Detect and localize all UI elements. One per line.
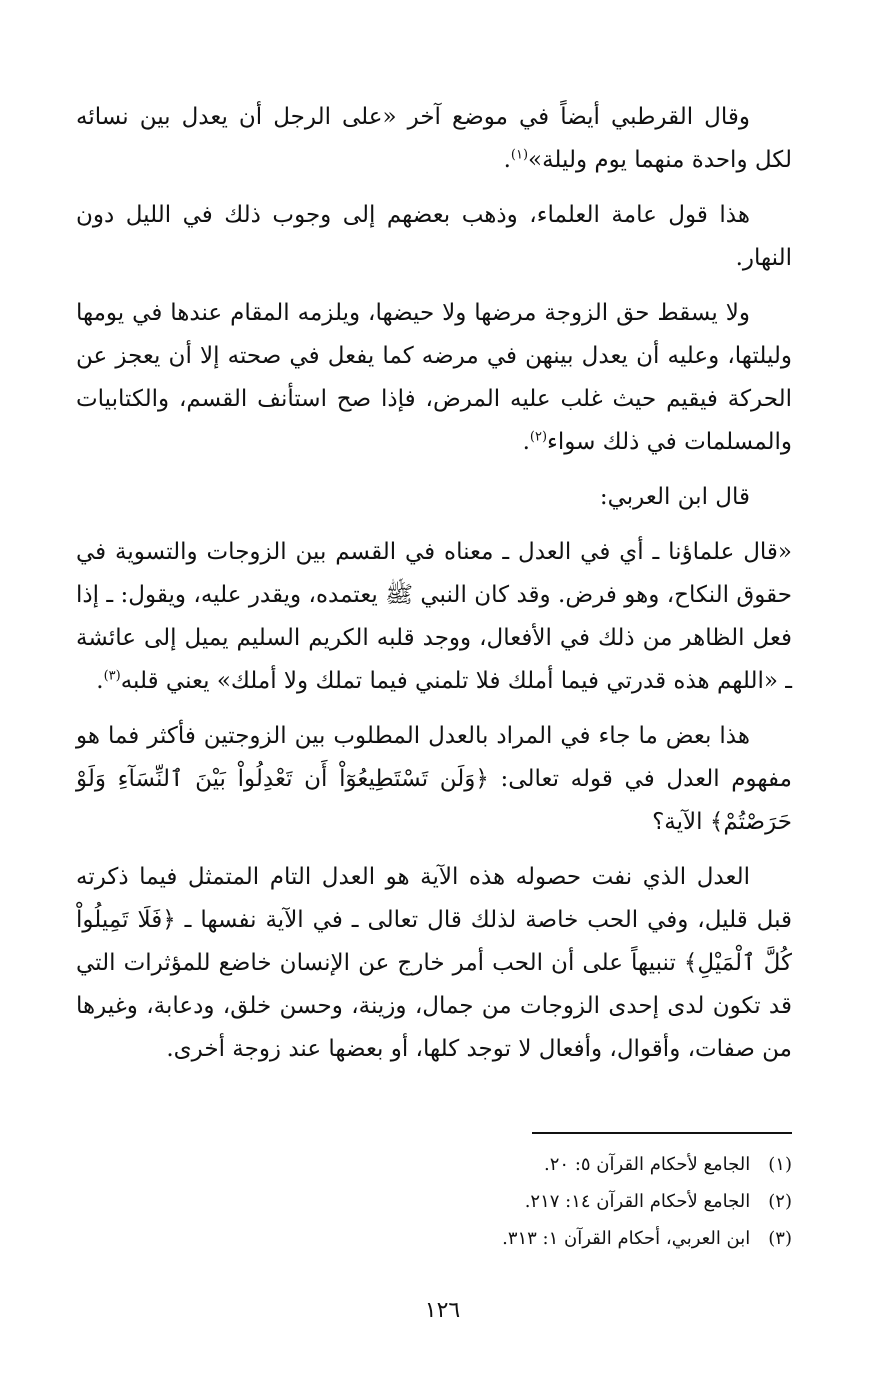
footnote-text: الجامع لأحكام القرآن ٥: ٢٠.: [544, 1154, 751, 1175]
footnote-number: (٢): [768, 1191, 792, 1212]
paragraph-ibn-arabi-intro: [76, 476, 792, 519]
paragraph-scholars-opinion: [76, 194, 792, 280]
footnote-item: [76, 1183, 792, 1220]
footnote-item: [76, 1146, 792, 1183]
paragraph-ibn-arabi-quote: «قال علماؤنا ـ أي في العدل ـ معناه في القسم بين الزوجات والتسوية في حقوق النكاح، وهو فرض. وقد كان النبي ﷺ يعتمده، ويقدر عليه، ويقول: ـ إذا فعل الظاهر من ذلك في الأفعال، ووجد قلبه الكريم السليم يميل إلى عائشة ـ «اللهم هذه قدرتي فيما أملك فلا تلمني فيما تملك ولا أملك» يعني قلبه$^{(٣)}$.: [76, 539, 792, 694]
footnote-number: (١): [768, 1154, 792, 1175]
page-number: ١٢٦: [424, 1298, 461, 1323]
page-body: [76, 96, 792, 1083]
paragraph-text: قال ابن العربي:: [599, 484, 750, 510]
paragraph-illness-ruling: ولا يسقط حق الزوجة مرضها ولا حيضها، ويلزمه المقام عندها في يومها وليلتها، وعليه أن يعدل بينهن في مرضه كما يفعل في صحته إلا أن يعجز عن الحركة فيقيم حيث غلب عليه المرض، فإذا صح استأنف القسم، والكتابيات والمسلمات في ذلك سواء$^{(٢)}$.: [76, 300, 792, 455]
paragraph-text: وقال القرطبي أيضاً في موضع آخر «على الرجل أن يعدل بين نسائه لكل واحدة منهما يوم وليلة»: [76, 104, 792, 173]
footnote-ref-3[interactable]: (٣): [103, 668, 121, 684]
footnote-ref-1[interactable]: (١): [510, 147, 529, 163]
paragraph-justice-question: [76, 715, 792, 844]
paragraph-text: هذا بعض ما جاء في المراد بالعدل المطلوب بين الزوجتين فأكثر فما هو مفهوم العدل في قوله تعالى: ﴿وَلَن تَسْتَطِيعُوٓاْ أَن تَعْدِلُواْ بَيْنَ ٱلنِّسَآءِ وَلَوْ حَرَصْتُمْ﴾ الآية؟: [76, 723, 792, 835]
footnote-item: [76, 1220, 792, 1257]
paragraph-justice-explanation: [76, 856, 792, 1071]
paragraph-text: ولا يسقط حق الزوجة مرضها ولا حيضها، ويلزمه المقام عندها في يومها وليلتها، وعليه أن يعدل بينهن في مرضه كما يفعل في صحته إلا أن يعجز عن الحركة فيقيم حيث غلب عليه المرض، فإذا صح استأنف القسم، والكتابيات والمسلمات في ذلك سواء: [76, 300, 792, 455]
footnote-ref-2[interactable]: (٢): [529, 429, 548, 445]
paragraph-qurtubi-quote: وقال القرطبي أيضاً في موضع آخر «على الرجل أن يعدل بين نسائه لكل واحدة منهما يوم وليلة»$^{(١)}$.: [76, 104, 792, 173]
paragraph-text: هذا قول عامة العلماء، وذهب بعضهم إلى وجوب ذلك في الليل دون النهار.: [76, 202, 792, 271]
footnote-number: (٣): [768, 1228, 792, 1249]
paragraph-text: العدل الذي نفت حصوله هذه الآية هو العدل التام المتمثل فيما ذكرته قبل قليل، وفي الحب خاصة لذلك قال تعالى ـ في الآية نفسها ـ ﴿فَلَا تَمِيلُواْ كُلَّ ٱلْمَيْلِ﴾ تنبيهاً على أن الحب أمر خارج عن الإنسان خاضع للمؤثرات التي قد تكون لدى إحدى الزوجات من جمال، وزينة، وحسن خلق، ودعابة، وغيرها من صفات، وأقوال، وأفعال لا توجد كلها، أو بعضها عند زوجة أخرى.: [76, 864, 792, 1062]
paragraph-text: «قال علماؤنا ـ أي في العدل ـ معناه في القسم بين الزوجات والتسوية في حقوق النكاح، وهو فرض. وقد كان النبي ﷺ يعتمده، ويقدر عليه، ويقول: ـ إذا فعل الظاهر من ذلك في الأفعال، ووجد قلبه الكريم السليم يميل إلى عائشة ـ «اللهم هذه قدرتي فيما أملك فلا تلمني فيما تملك ولا أملك» يعني قلبه: [76, 539, 792, 694]
footnotes: [76, 1146, 792, 1257]
footnote-separator: [532, 1132, 792, 1134]
footnote-text: الجامع لأحكام القرآن ١٤: ٢١٧.: [524, 1191, 751, 1212]
footnote-text: ابن العربي، أحكام القرآن ١: ٣١٣.: [502, 1228, 751, 1249]
